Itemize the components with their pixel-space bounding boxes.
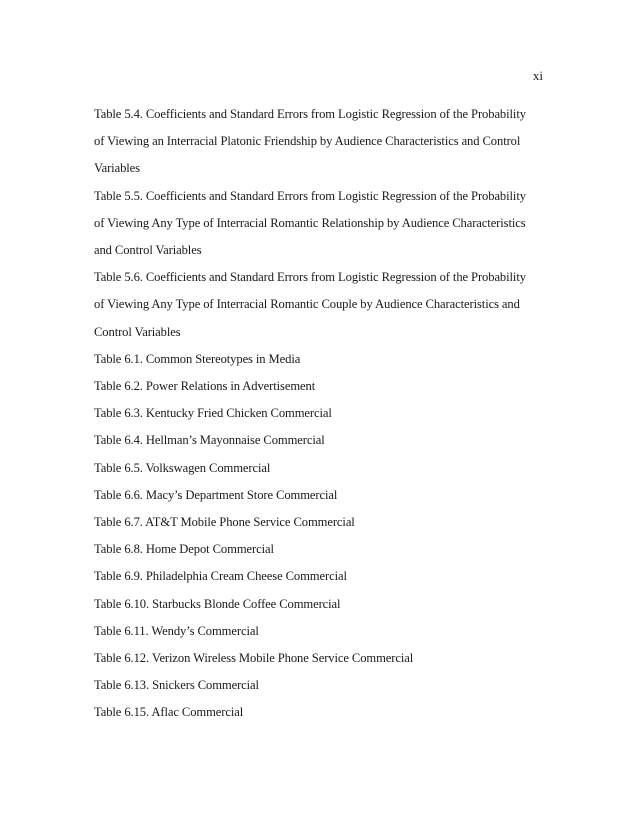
table-6-9-entry: Table 6.9. Philadelphia Cream Cheese Commercial [94,569,347,584]
table-6-2-entry: Table 6.2. Power Relations in Advertisement [94,379,316,394]
table-6-10-entry: Table 6.10. Starbucks Blonde Coffee Commercial [94,596,341,611]
table-6-3-entry: Table 6.3. Kentucky Fried Chicken Commercial [94,406,332,421]
table-6-12-entry: Table 6.12. Verizon Wireless Mobile Phone Service Commercial [94,651,414,666]
table-6-11-entry: Table 6.11. Wendy’s Commercial [94,623,259,638]
table-5-5-entry-line-1: Table 5.5. Coefficients and Standard Errors from Logistic Regression of the Probability [94,188,526,203]
table-5-4-entry-line-1: Table 5.4. Coefficients and Standard Errors from Logistic Regression of the Probability [94,107,526,121]
table-5-4-entry-line-3: Variables [94,161,140,176]
table-6-8-entry: Table 6.8. Home Depot Commercial [94,542,274,557]
table-6-15-entry: Table 6.15. Aflac Commercial [94,705,244,720]
table-6-6-entry: Table 6.6. Macy’s Department Store Commercial [94,487,338,502]
table-5-5-entry-line-3: and Control Variables [94,243,202,258]
table-6-7-entry: Table 6.7. AT&T Mobile Phone Service Commercial [94,515,355,530]
table-5-6-entry-line-2: of Viewing Any Type of Interracial Romantic Couple by Audience Characteristics and [94,297,520,312]
table-5-6-entry-line-3: Control Variables [94,324,181,339]
page-number: xi [532,68,543,83]
table-6-4-entry: Table 6.4. Hellman’s Mayonnaise Commercial [94,433,325,448]
table-6-13-entry: Table 6.13. Snickers Commercial [94,678,259,693]
table-5-5-entry-line-2: of Viewing Any Type of Interracial Romantic Relationship by Audience Characteristics [94,215,526,230]
table-6-1-entry: Table 6.1. Common Stereotypes in Media [94,351,301,366]
list-of-tables [94,101,544,727]
table-5-6-entry-line-1: Table 5.6. Coefficients and Standard Errors from Logistic Regression of the Probability [94,270,526,285]
table-5-4-entry-line-2: of Viewing an Interracial Platonic Friendship by Audience Characteristics and Control [94,134,521,149]
table-6-5-entry: Table 6.5. Volkswagen Commercial [94,460,271,475]
